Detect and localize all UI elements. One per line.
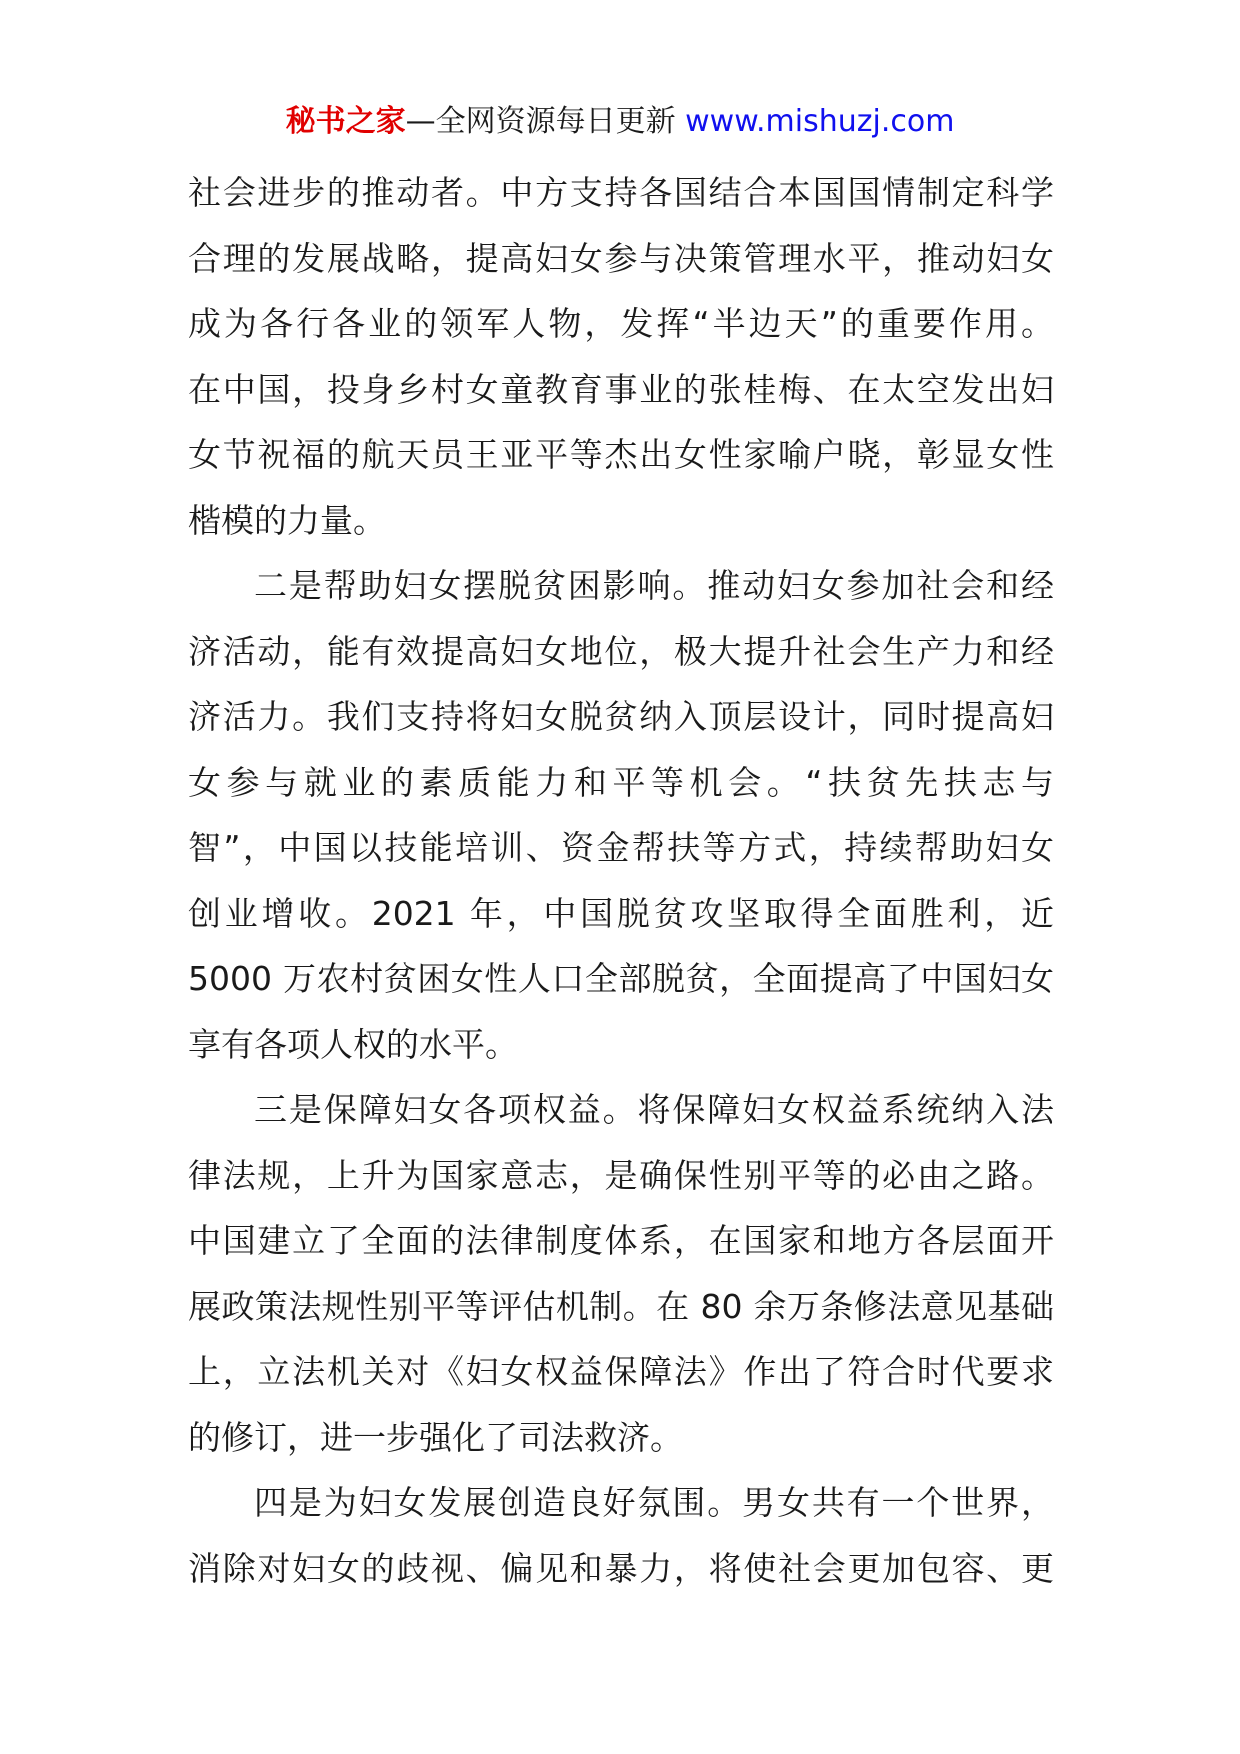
text-line: 中国建立了全面的法律制度体系，在国家和地方各层面开 (188, 1221, 1054, 1260)
header-brand: 秘书之家 (285, 104, 406, 139)
text-line: 的修订，进一步强化了司法救济。 (188, 1417, 683, 1457)
text-line: 女节祝福的航天员王亚平等杰出女性家喻户晓，彰显女性 (188, 435, 1054, 474)
paragraph-start-line: 二是帮助妇女摆脱贫困影响。推动妇女参加社会和经 (254, 566, 1054, 605)
text-line: 成为各行各业的领军人物，发挥“半边天”的重要作用。 (188, 304, 1054, 343)
text-line: 消除对妇女的歧视、偏见和暴力，将使社会更加包容、更 (188, 1548, 1054, 1588)
text-line: 智”，中国以技能培训、资金帮扶等方式，持续帮助妇女 (188, 828, 1054, 867)
text-line: 女参与就业的素质能力和平等机会。“扶贫先扶志与 (188, 762, 1054, 802)
text-line: 享有各项人权的水平。 (188, 1024, 518, 1064)
text-line: 楷模的力量。 (188, 500, 386, 540)
text-line: 合理的发展战略，提高妇女参与决策管理水平，推动妇女 (188, 238, 1054, 278)
page-header (0, 100, 1240, 144)
header-tagline: —全网资源每日更新 (405, 104, 686, 139)
text-line: 社会进步的推动者。中方支持各国结合本国国情制定科学 (188, 173, 1054, 212)
text-line: 律法规，上升为国家意志，是确保性别平等的必由之路。 (188, 1155, 1054, 1195)
paragraph-start-line: 三是保障妇女各项权益。将保障妇女权益系统纳入法 (254, 1090, 1054, 1129)
text-line: 济活力。我们支持将妇女脱贫纳入顶层设计，同时提高妇 (188, 697, 1054, 736)
text-line: 上，立法机关对《妇女权益保障法》作出了符合时代要求 (188, 1352, 1054, 1391)
text-line: 济活动，能有效提高妇女地位，极大提升社会生产力和经 (188, 631, 1054, 671)
header-site-link[interactable]: www.mishuzj.com (685, 104, 955, 139)
paragraph-start-line: 四是为妇女发展创造良好氛围。男女共有一个世界， (254, 1483, 1054, 1522)
text-line: 展政策法规性别平等评估机制。在 80 余万条修法意见基础 (188, 1286, 1054, 1326)
text-line: 创业增收。2021 年，中国脱贫攻坚取得全面胜利，近 (188, 893, 1054, 933)
document-body (188, 160, 1054, 1601)
text-line: 5000 万农村贫困女性人口全部脱贫，全面提高了中国妇女 (188, 959, 1054, 998)
text-line: 在中国，投身乡村女童教育事业的张桂梅、在太空发出妇 (188, 369, 1054, 409)
